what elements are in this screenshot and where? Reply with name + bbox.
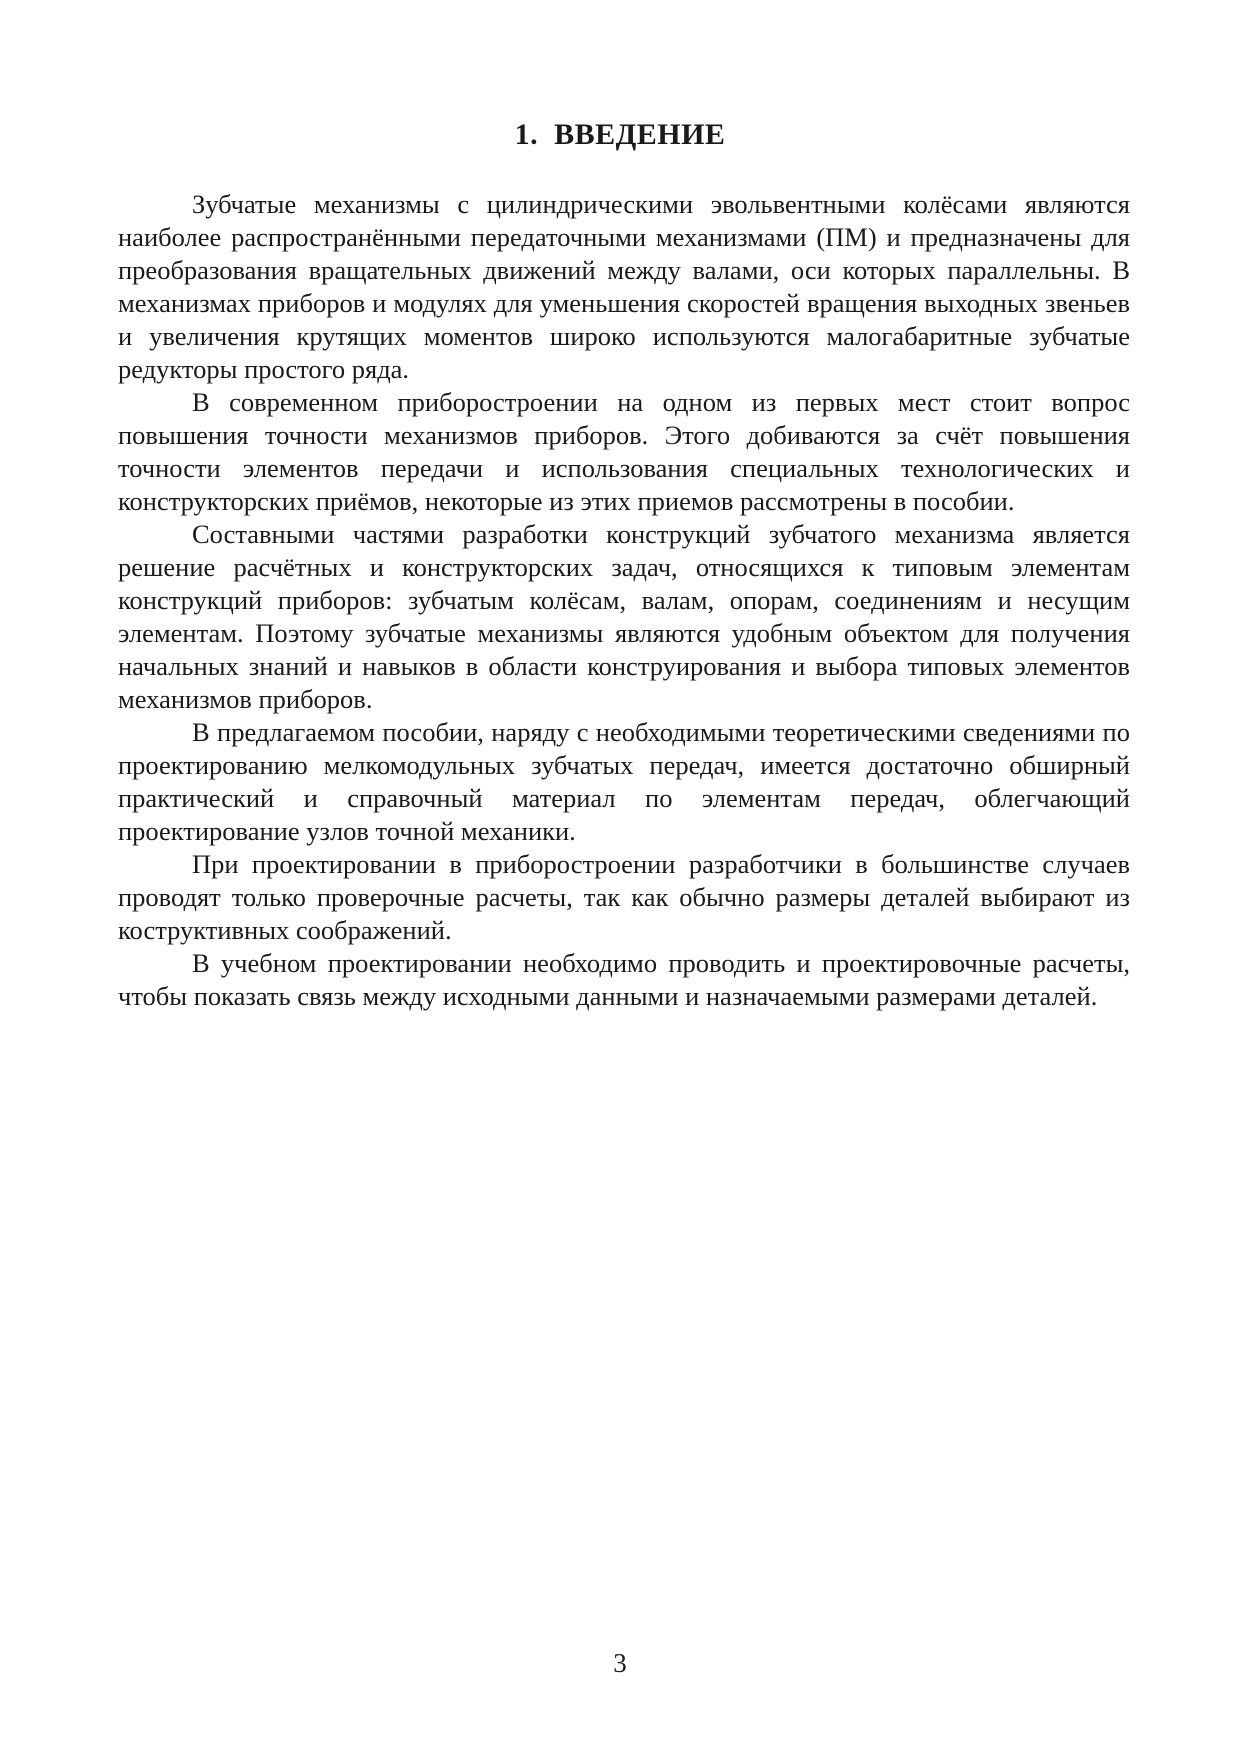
paragraph-3: Составными частями разработки конструкций зубчатого механизма является решение расчётных и конструкторских задач, относящихся к типовым элементам конструкций приборов: зубчатым колёсам, валам, опорам, соединениям и несущим элементам. Поэтому зубчатые механизмы являются удобным объектом для получения начальных знаний и навыков в области конструирования и выбора типовых элементов механизмов приборов. [118, 519, 1130, 714]
paragraph-2: В современном приборостроении на одном из первых мест стоит вопрос повышения точности механизмов приборов. Этого добиваются за счёт повышения точности элементов передачи и использования специальных технологических и конструкторских приёмов, некоторые из этих приемов рассмотрены в пособии. [118, 387, 1130, 516]
paragraph-4: В предлагаемом пособии, наряду с необходимыми теоретическими сведениями по проектированию мелкомодульных зубчатых передач, имеется достаточно обширный практический и справочный материал по элементам передач, облегчающий проектирование узлов точной механики. [118, 717, 1130, 846]
page-number: 3 [613, 1648, 627, 1678]
paragraph-6: В учебном проектировании необходимо проводить и проектировочные расчеты, чтобы показать связь между исходными данными и назначаемыми размерами деталей. [118, 948, 1130, 1011]
paragraph-1: Зубчатые механизмы с цилиндрическими эвольвентными колёсами являются наиболее распространёнными передаточными механизмами (ПМ) и предназначены для преобразования вращательных движений между валами, оси которых параллельны. В механизмах приборов и модулях для уменьшения скоростей вращения выходных звеньев и увеличения крутящих моментов широко используются малогабаритные зубчатые редукторы простого ряда. [118, 189, 1130, 384]
body-text [118, 188, 1130, 1013]
paragraph-5: При проектировании в приборостроении разработчики в большинстве случаев проводят только проверочные расчеты, так как обычно размеры деталей выбирают из коструктивных соображений. [118, 849, 1130, 945]
section-title-text: ВВЕДЕНИЕ [554, 118, 726, 151]
section-number: 1. [514, 118, 539, 151]
section-title [0, 118, 1240, 152]
